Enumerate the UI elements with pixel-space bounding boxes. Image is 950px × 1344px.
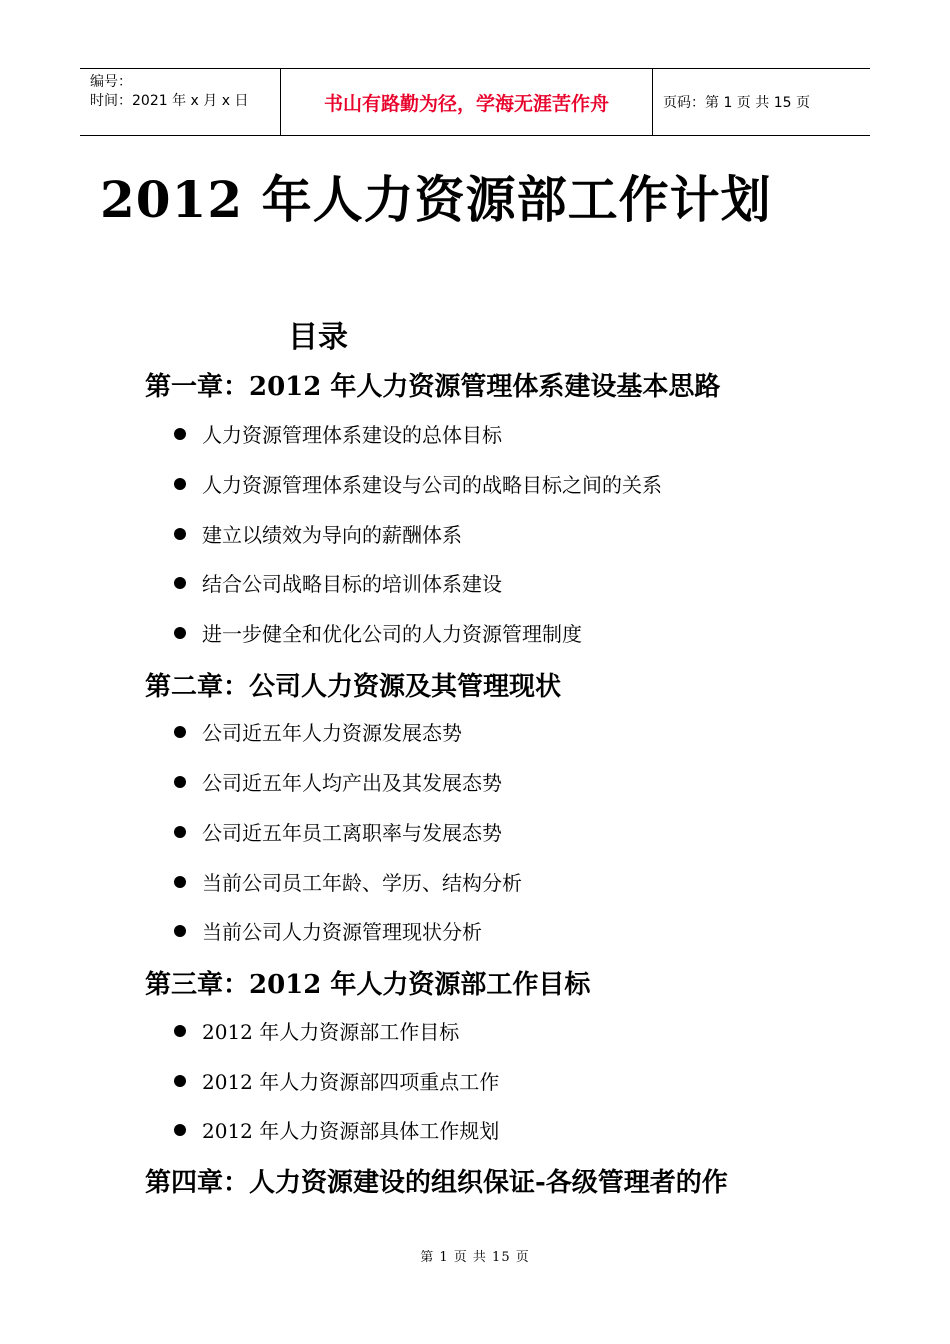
list-item: [174, 469, 662, 498]
bullet-icon: [174, 1075, 186, 1087]
list-item: [174, 618, 582, 647]
bullet-icon: [174, 577, 186, 589]
list-item: [174, 1066, 499, 1095]
list-item-text: 2012 年人力资源部工作目标: [202, 1020, 460, 1044]
list-item: [174, 568, 502, 597]
header-page-info: 页码：第 1 页 共 15 页: [663, 95, 810, 111]
chapter-2-title: 第二章：公司人力资源及其管理现状: [145, 672, 562, 702]
list-item-text: 公司近五年人力资源发展态势: [202, 721, 462, 745]
chapter-3-title: 第三章：2012 年人力资源部工作目标: [145, 970, 591, 1000]
header-motto: 书山有路勤为径，学海无涯苦作舟: [281, 69, 653, 135]
list-item: [174, 916, 482, 945]
bullet-icon: [174, 1124, 186, 1136]
list-item-text: 公司近五年员工离职率与发展态势: [202, 821, 502, 845]
page-header: [80, 68, 870, 136]
list-item-text: 2012 年人力资源部四项重点工作: [202, 1070, 500, 1094]
list-item-text: 结合公司战略目标的培训体系建设: [202, 572, 502, 596]
list-item: [174, 1115, 499, 1144]
bullet-icon: [174, 627, 186, 639]
list-item: [174, 519, 462, 548]
chapter-4-title: 第四章：人力资源建设的组织保证-各级管理者的作: [145, 1168, 728, 1198]
list-item-text: 当前公司员工年龄、学历、结构分析: [202, 871, 522, 895]
list-item-text: 进一步健全和优化公司的人力资源管理制度: [202, 622, 582, 646]
list-item: [174, 767, 502, 796]
list-item: [174, 419, 502, 448]
bullet-icon: [174, 826, 186, 838]
bullet-icon: [174, 726, 186, 738]
list-item: [174, 867, 522, 896]
number-label: 编号：: [90, 74, 132, 90]
list-item-text: 建立以绩效为导向的薪酬体系: [202, 523, 462, 547]
document-title: 2012 年人力资源部工作计划: [100, 170, 772, 229]
chapter-1-title: 第一章：2012 年人力资源管理体系建设基本思路: [145, 372, 721, 402]
page-footer: 第 1 页 共 15 页: [420, 1250, 530, 1265]
bullet-icon: [174, 1025, 186, 1037]
bullet-icon: [174, 528, 186, 540]
bullet-icon: [174, 428, 186, 440]
list-item-text: 2012 年人力资源部具体工作规划: [202, 1119, 500, 1143]
list-item-text: 当前公司人力资源管理现状分析: [202, 920, 482, 944]
list-item-text: 公司近五年人均产出及其发展态势: [202, 771, 502, 795]
bullet-icon: [174, 776, 186, 788]
toc-heading: 目录: [288, 320, 348, 355]
bullet-icon: [174, 876, 186, 888]
time-label: 时间：2021 年 x 月 x 日: [90, 93, 249, 109]
list-item: [174, 717, 462, 746]
list-item-text: 人力资源管理体系建设的总体目标: [202, 423, 502, 447]
list-item: [174, 817, 502, 846]
bullet-icon: [174, 925, 186, 937]
header-meta: [80, 69, 281, 135]
bullet-icon: [174, 478, 186, 490]
list-item-text: 人力资源管理体系建设与公司的战略目标之间的关系: [202, 473, 662, 497]
list-item: [174, 1016, 459, 1045]
